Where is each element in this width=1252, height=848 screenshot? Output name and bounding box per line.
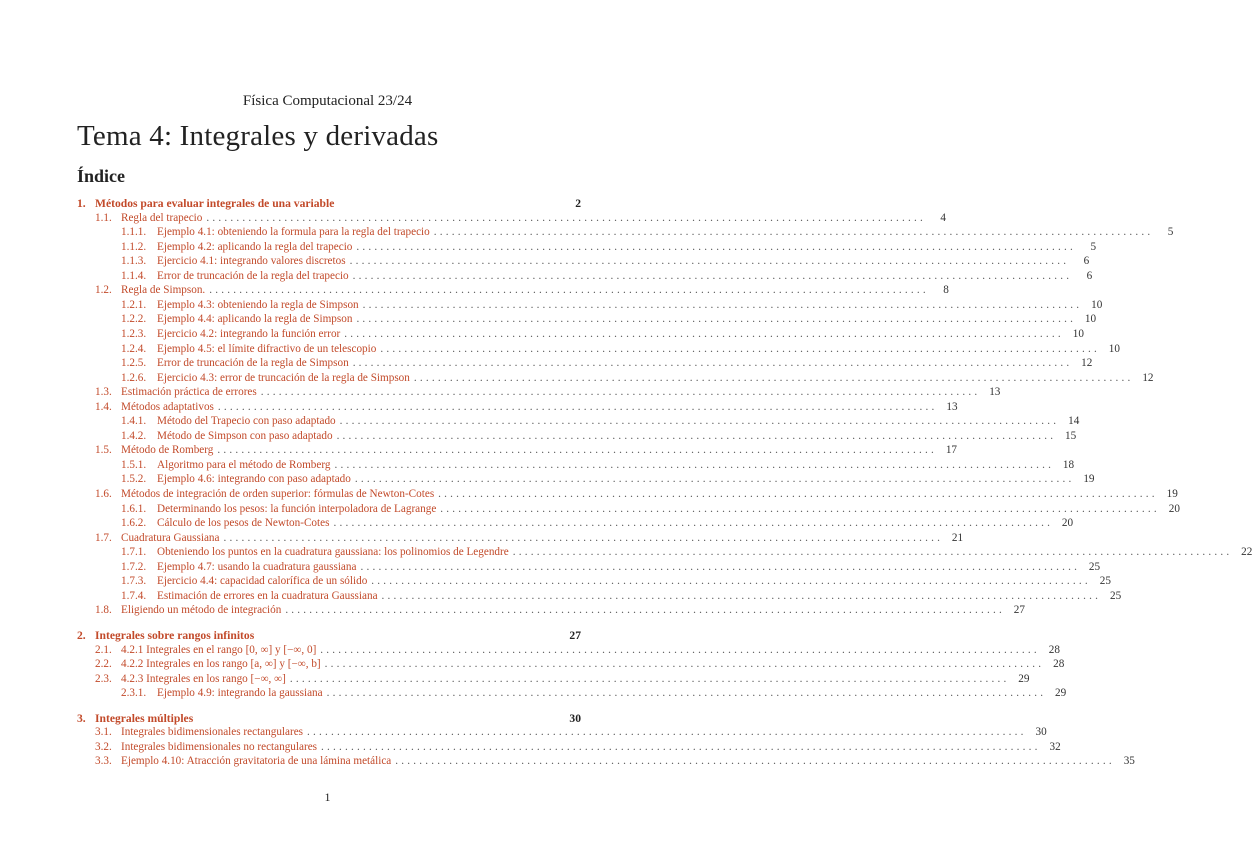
toc-subsubsection[interactable] [77,560,1101,575]
toc-page-number: 30 [1035,726,1047,739]
toc-subsection[interactable] [77,657,1065,672]
toc-entry-link[interactable]: Error de truncación de la regla del trapecio [157,269,349,282]
toc-page-number: 25 [1088,560,1101,573]
toc-leader-dots: ........................................................................................................................ [333,517,1054,530]
toc-entry-link[interactable]: Ejemplo 4.10: Atracción gravitatoria de una lámina metálica [121,755,392,768]
toc-page-number: 12 [1142,371,1154,384]
toc-subsubsection[interactable] [77,298,1103,313]
toc-page-number: 27 [569,628,581,642]
toc-page-number: 5 [1167,226,1174,239]
toc-section[interactable] [77,196,581,211]
toc-entry-link[interactable]: Ejercicio 4.4: capacidad calorífica de un sólido [157,575,368,588]
toc-entry-link[interactable]: Cálculo de los pesos de Newton-Cotes [157,517,330,530]
toc-leader-dots: ........................................................................................................................ [285,604,1005,617]
toc-entry-number: 3.3. [95,755,112,768]
toc-section[interactable] [77,711,581,726]
toc-leader-dots: ........................................................................................................................ [217,400,938,413]
toc-entry-number: 1.6.1. [121,502,147,515]
toc-subsubsection[interactable] [77,472,1095,487]
toc-page-number: 20 [1168,502,1180,515]
toc-entry-link[interactable]: Métodos para evaluar integrales de una variable [95,197,335,210]
toc-page-number: 6 [1086,269,1093,282]
toc-leader-dots: ........................................................................................................................ [380,342,1100,355]
toc-entry-number: 1.3. [95,386,112,399]
toc-subsection[interactable] [77,725,1047,740]
toc-entry-link[interactable]: Regla del trapecio [121,211,203,224]
toc-page-number: 22 [1241,546,1252,559]
toc-page-number: 5 [1090,240,1097,253]
toc-entry-link[interactable]: Ejemplo 4.4: aplicando la regla de Simpson [157,313,353,326]
toc-leader-dots: ........................................................................................................................ [381,589,1102,602]
toc-page-number: 28 [1048,643,1060,656]
toc-leader-dots: ........................................................................................................................ [395,755,1115,768]
toc-entry-link[interactable]: Ejercicio 4.2: integrando la función error [157,327,341,340]
toc-page-number: 10 [1072,327,1084,340]
toc-entry-number: 1.6. [95,488,112,500]
toc-entry-number: 1.2.3. [121,327,147,340]
toc-subsection[interactable] [77,672,1030,687]
toc-leader-dots: ........................................................................................................................ [413,371,1134,384]
toc-entry-number: 1.8. [95,604,112,617]
toc-entry-number: 1.2. [95,284,112,297]
toc-page-number: 27 [1013,604,1025,617]
toc-entry-number: 1.1.3. [121,255,147,268]
toc-entry-link[interactable]: Integrales sobre rangos infinitos [95,628,255,642]
toc-entry-link[interactable]: 4.2.3 Integrales en los rango [−∞, ∞] [121,672,286,685]
toc-leader-dots: ........................................................................................................................ [344,327,1064,340]
toc-leader-dots: ........................................................................................................................ [217,444,938,457]
toc-page-number: 35 [1123,755,1135,768]
toc-subsubsection[interactable] [77,327,1084,342]
toc-subsubsection[interactable] [77,240,1097,255]
toc-entry-number: 1.6.2. [121,517,147,530]
toc-entry-link[interactable]: Estimación práctica de errores [121,386,257,399]
toc-subsubsection[interactable] [77,371,1154,386]
toc-page-number: 10 [1084,313,1097,326]
toc-entry-link[interactable]: Obteniendo los puntos en la cuadratura gaussiana: los polinomios de Legendre [157,546,509,559]
course-header: Física Computacional 23/24 [242,93,413,109]
toc-entry-link[interactable]: Ejemplo 4.2: aplicando la regla del trapecio [157,240,353,253]
toc-leader-dots: ........................................................................................................................ [334,458,1055,471]
toc-leader-dots: ........................................................................................................................ [321,740,1041,753]
toc-entry-link[interactable]: Eligiendo un método de integración [121,604,282,617]
toc-entry-link[interactable]: Integrales múltiples [95,711,194,725]
toc-entry-link[interactable]: Ejemplo 4.5: el límite difractivo de un telescopio [157,342,377,355]
toc-entry-link[interactable]: Método de Romberg [121,444,214,457]
toc-section[interactable] [77,628,581,643]
page-title: Tema 4: Integrales y derivadas [77,120,439,152]
toc-subsubsection[interactable] [77,342,1120,357]
toc-leader-dots: ........................................................................................................................ [223,531,944,544]
toc-entry-number: 1.2.1. [121,298,147,311]
toc-page-number: 21 [951,531,964,544]
toc-entry-link[interactable]: Ejemplo 4.3: obteniendo la regla de Simpson [157,298,359,311]
toc-subsection[interactable] [77,531,964,546]
toc-heading: Índice [77,166,126,186]
toc-entry-link[interactable]: Determinando los pesos: la función interpoladora de Lagrange [157,502,437,515]
toc-page-number: 25 [1109,589,1122,602]
toc-entry-link[interactable]: Cuadratura Gaussiana [121,531,220,544]
toc-page-number: 2 [575,197,581,210]
toc-subsection[interactable] [77,754,1135,769]
toc-leader-dots: ........................................................................................................................ [289,672,1010,685]
toc-entry-number: 1.4.1. [121,415,147,428]
toc-subsubsection[interactable] [77,414,1080,429]
toc-entry-number: 1.1. [95,211,112,224]
toc-page-number: 6 [1083,255,1090,268]
toc-entry-number: 1.5. [95,444,112,457]
toc-page-number: 32 [1049,740,1061,753]
toc-entry-number: 1.1.2. [121,240,147,253]
toc-subsection[interactable] [77,400,958,415]
toc-entry-link[interactable]: Métodos de integración de orden superior: fórmulas de Newton-Cotes [121,488,435,500]
toc-entry-link[interactable]: Algoritmo para el método de Romberg [157,458,331,471]
toc-subsubsection[interactable] [77,225,1174,240]
toc-entry-number: 3.1. [95,726,112,739]
toc-subsubsection[interactable] [77,458,1075,473]
toc-subsubsection[interactable] [77,516,1074,531]
toc-leader-dots: ........................................................................................................................ [336,429,1057,442]
toc-subsection[interactable] [77,443,958,458]
toc-subsubsection[interactable] [77,686,1067,701]
toc-subsection[interactable] [77,385,1001,400]
toc-page-number: 18 [1062,458,1075,471]
toc-entry-number: 1.4.2. [121,429,147,442]
toc-entry-link[interactable]: Método del Trapecio con paso adaptado [157,415,336,428]
toc-leader-dots: ........................................................................................................................ [433,226,1154,239]
toc-leader-dots: ........................................................................................................................ [260,386,981,399]
toc-entry-number: 2.3. [95,672,112,685]
toc-leader-dots: ........................................................................................................................ [362,298,1083,311]
toc-leader-dots: ........................................................................................................................ [360,560,1081,573]
toc-leader-dots: ........................................................................................................................ [349,255,1070,268]
toc-entry-number: 2.1. [95,643,112,656]
toc-leader-dots: ........................................................................................................................ [352,269,1073,282]
toc-page-number: 29 [1018,672,1030,685]
toc-subsubsection[interactable] [77,269,1093,284]
toc-entry-number: 1.2.6. [121,371,147,384]
toc-leader-dots: ........................................................................................................................ [209,284,929,297]
toc-page-number: 19 [1166,488,1178,500]
toc-subsubsection[interactable] [77,545,1252,560]
toc-entry-link[interactable]: Métodos adaptativos [121,400,214,413]
toc-entry-link[interactable]: Regla de Simpson. [121,284,206,297]
toc-entry-number: 1.7.1. [121,546,147,559]
toc-entry-number: 1.5.2. [121,473,147,486]
toc-entry-number: 1.7. [95,531,112,544]
toc-subsubsection[interactable] [77,429,1077,444]
toc-page-number: 20 [1061,517,1074,530]
toc-entry-link[interactable]: Ejemplo 4.9: integrando la gaussiana [157,687,323,700]
toc-page-number: 8 [943,284,949,297]
toc-page-number: 12 [1081,357,1093,370]
toc-page-number: 10 [1108,342,1120,355]
toc-page-number: 30 [569,711,581,725]
toc-entry-link[interactable]: Método de Simpson con paso adaptado [157,429,333,442]
toc-subsection[interactable] [77,643,1060,658]
toc-entry-link[interactable]: Ejemplo 4.6: integrando con paso adaptado [157,473,351,486]
toc-entry-link[interactable]: Ejercicio 4.3: error de truncación de la regla de Simpson [157,371,410,384]
toc-leader-dots: ........................................................................................................................ [356,240,1077,253]
toc-page-number: 4 [940,211,947,224]
toc-leader-dots: ........................................................................................................................ [339,415,1060,428]
toc-leader-dots: ........................................................................................................................ [320,643,1040,656]
toc-entry-link[interactable]: Ejemplo 4.1: obteniendo la formula para la regla del trapecio [157,226,430,239]
toc-leader-dots: ........................................................................................................................ [371,575,1091,588]
toc-page-number: 19 [1083,473,1095,486]
toc-leader-dots: ........................................................................................................................ [438,488,1158,500]
toc-entry-link[interactable]: 4.2.1 Integrales en el rango [0, ∞] y [−∞, 0] [121,643,317,656]
toc-entry-number: 1.7.3. [121,575,147,588]
toc-entry-number: 2.2. [95,658,112,671]
toc-subsection[interactable] [77,740,1061,755]
toc-page-number: 28 [1053,658,1065,671]
toc-entry-number: 2.3.1. [121,687,147,700]
toc-leader-dots: ........................................................................................................................ [307,726,1027,739]
toc-subsection[interactable] [77,283,949,298]
toc-page-number: 10 [1091,298,1103,311]
toc-leader-dots: ........................................................................................................................ [326,687,1047,700]
toc-entry-number: 1.2.4. [121,342,147,355]
toc-leader-dots: ........................................................................................................................ [354,473,1075,486]
toc-entry-link[interactable]: Integrales bidimensionales no rectangulares [121,740,318,753]
toc-subsection[interactable] [77,211,947,226]
toc-entry-number: 1.1.4. [121,269,147,282]
toc-subsubsection[interactable] [77,312,1097,327]
toc-entry-number: 1.7.2. [121,560,147,573]
toc-page-number: 13 [989,386,1001,399]
toc-entry-link[interactable]: Integrales bidimensionales rectangulares [121,726,304,739]
toc-subsubsection[interactable] [77,502,1180,517]
toc-leader-dots: ........................................................................................................................ [512,546,1233,559]
toc-leader-dots: ........................................................................................................................ [440,502,1160,515]
toc-page-number: 15 [1065,429,1077,442]
toc-entry-number: 1. [77,197,86,210]
toc-entry-number: 3.2. [95,740,112,753]
toc-entry-link[interactable]: Error de truncación de la regla de Simpson [157,357,349,370]
toc-entry-number: 3. [77,711,86,725]
toc-subsubsection[interactable] [77,574,1111,589]
toc-leader-dots: ........................................................................................................................ [324,658,1045,671]
toc-subsubsection[interactable] [77,254,1090,269]
toc-subsubsection[interactable] [77,589,1122,604]
toc-page-number: 14 [1068,415,1080,428]
toc-subsubsection[interactable] [77,356,1093,371]
toc-entry-number: 1.2.2. [121,313,147,326]
toc-subsection[interactable] [77,603,1025,618]
toc-entry-link[interactable]: Ejercicio 4.1: integrando valores discretos [157,255,346,268]
toc-entry-number: 1.4. [95,400,112,413]
toc-entry-number: 1.5.1. [121,458,147,471]
toc-entry-number: 2. [77,628,86,642]
toc-subsection[interactable] [77,487,1178,502]
toc-page-number: 13 [946,400,958,413]
toc-entry-link[interactable]: Estimación de errores en la cuadratura Gaussiana [157,589,378,602]
toc-page-number: 29 [1055,687,1067,700]
toc-leader-dots: ........................................................................................................................ [206,211,927,224]
toc-entry-link[interactable]: 4.2.2 Integrales en los rango [a, ∞] y [−∞, b] [121,658,321,671]
toc-leader-dots: ........................................................................................................................ [356,313,1077,326]
page-number: 1 [324,790,331,804]
toc-entry-link[interactable]: Ejemplo 4.7: usando la cuadratura gaussiana [157,560,357,573]
toc-page-number: 17 [945,444,958,457]
toc-entry-number: 1.2.5. [121,357,147,370]
toc-leader-dots: ........................................................................................................................ [352,357,1073,370]
toc-page-number: 25 [1099,575,1111,588]
toc-entry-number: 1.7.4. [121,589,147,602]
toc-entry-number: 1.1.1. [121,226,147,239]
